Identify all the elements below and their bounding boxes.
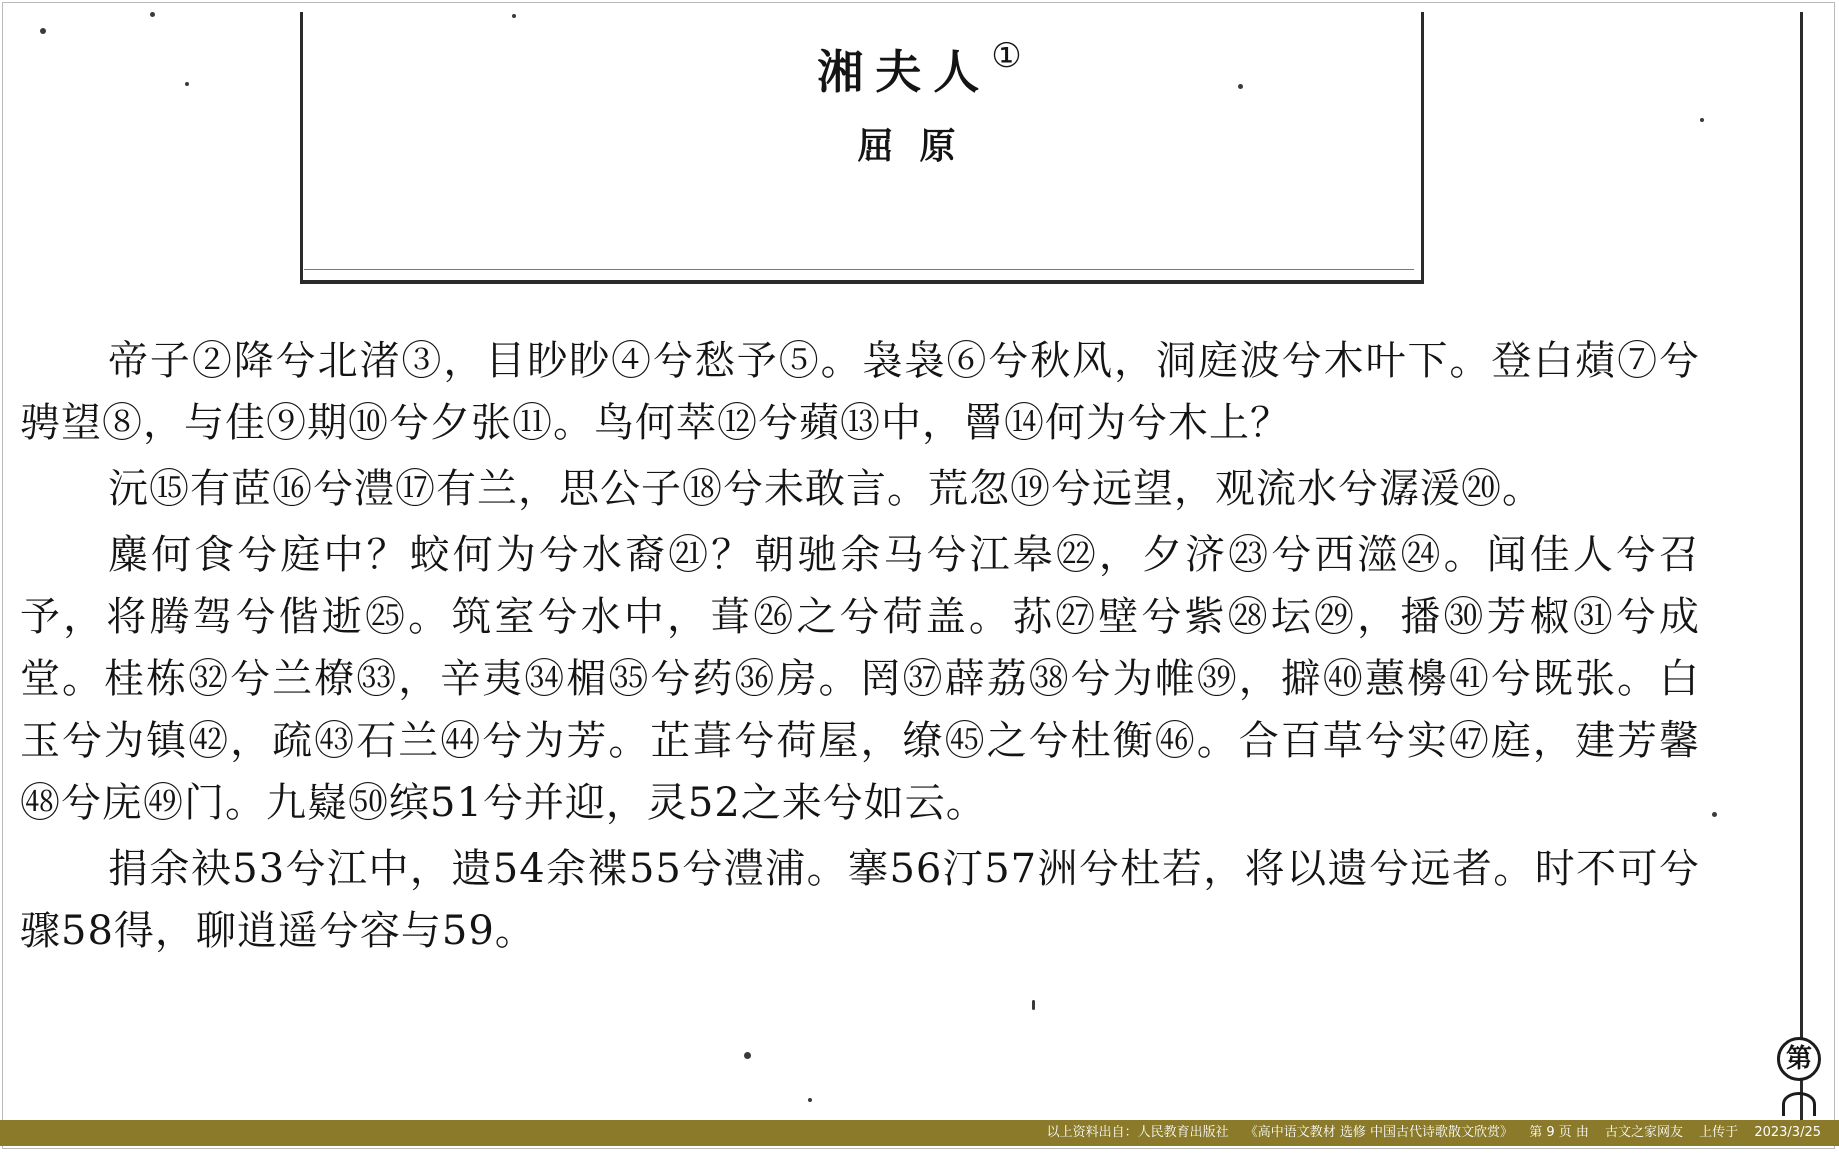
- paragraph: 麋何食兮庭中？蛟何为兮水裔㉑？朝驰余马兮江皋㉒，夕济㉓兮西澨㉔。闻佳人兮召予，将腾驾兮偕逝㉕。筑室兮水中，葺㉖之兮荷盖。荪㉗壁兮紫㉘坛㉙，播㉚芳椒㉛兮成堂。桂栋㉜兮兰橑㉝，辛夷㉞楣㉟兮药㊱房。罔㊲薜荔㊳兮为帷㊴，擗㊵蕙櫋㊶兮既张。白玉兮为镇㊷，疏㊸石兰㊹兮为芳。芷葺兮荷屋，缭㊺之兮杜衡㊻。合百草兮实㊼庭，建芳馨㊽兮庑㊾门。九嶷㊿缤51兮并迎，灵52之来兮如云。: [20, 532, 1700, 826]
- poem-body: [20, 330, 1700, 966]
- poem-title: [0, 36, 1839, 102]
- footer-date: 2023/3/25: [1754, 1125, 1821, 1140]
- scan-speckle: [1032, 1000, 1035, 1010]
- margin-rule: [1800, 12, 1803, 1122]
- footer-source: 以上资料出自：人民教育出版社: [1046, 1125, 1229, 1140]
- title-footnote-mark: ①: [991, 36, 1022, 76]
- scan-speckle: [808, 1098, 812, 1102]
- scan-speckle: [512, 14, 516, 18]
- scan-speckle: [150, 12, 155, 17]
- scan-speckle: [40, 28, 46, 34]
- footer-uploader: 古文之家网友: [1605, 1125, 1684, 1140]
- paragraph: 帝子②降兮北渚③，目眇眇④兮愁予⑤。袅袅⑥兮秋风，洞庭波兮木叶下。登白薠⑦兮骋望⑧，与佳⑨期⑩兮夕张⑪。鸟何萃⑫兮蘋⑬中，罾⑭何为兮木上？: [20, 338, 1700, 446]
- chapter-badge-arc: [1782, 1092, 1816, 1116]
- footer-page: 第 9 页 由: [1529, 1125, 1589, 1140]
- scan-speckle: [744, 1052, 751, 1059]
- scan-speckle: [1712, 812, 1717, 817]
- paragraph: 沅⑮有茝⑯兮澧⑰有兰，思公子⑱兮未敢言。荒忽⑲兮远望，观流水兮潺湲⑳。: [108, 466, 1543, 512]
- chapter-badge: 第: [1777, 1037, 1821, 1081]
- footer-book: 《高中语文教材 选修 中国古代诗歌散文欣赏》: [1244, 1125, 1514, 1140]
- poem-title-text: 湘夫人: [817, 45, 992, 99]
- source-footer: [0, 1120, 1839, 1146]
- footer-upload-label: 上传于: [1699, 1125, 1739, 1140]
- poem-author: 屈原: [857, 125, 982, 167]
- paragraph: 捐余袂53兮江中，遗54余褋55兮澧浦。搴56汀57洲兮杜若，将以遗兮远者。时不可兮骤58得，聊逍遥兮容与59。: [20, 846, 1700, 954]
